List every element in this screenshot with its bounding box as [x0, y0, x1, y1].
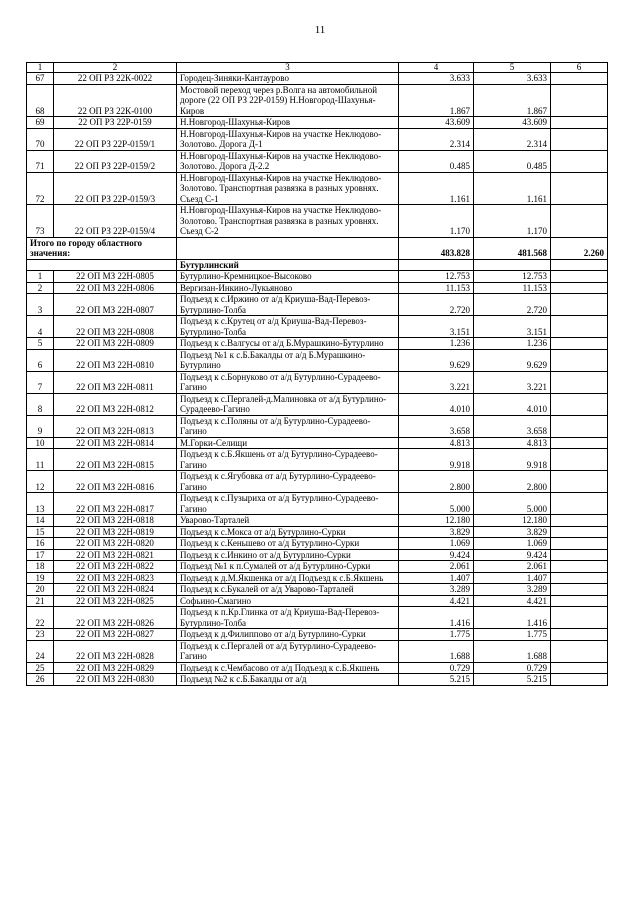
road-code: 22 ОП МЗ 22Н-0818: [54, 515, 177, 527]
total-length: 483.828: [399, 237, 474, 259]
table-row: [27, 294, 608, 316]
length-unpaved: [551, 205, 608, 238]
row-number: 67: [27, 73, 54, 85]
row-number: 73: [27, 205, 54, 238]
length-paved: 1.867: [474, 84, 551, 117]
header-cell: 1: [27, 63, 54, 73]
length-unpaved: [551, 526, 608, 538]
table-row: [27, 117, 608, 129]
table-row: [27, 607, 608, 629]
row-number: 15: [27, 526, 54, 538]
table-row: [27, 515, 608, 527]
length-total: 3.151: [399, 316, 474, 338]
length-paved: 1.069: [474, 538, 551, 550]
header-cell: 3: [177, 63, 399, 73]
length-total: 1.236: [399, 338, 474, 350]
table-row: [27, 172, 608, 205]
road-name: Подъезд к с.Пергалей-д.Малиновка от а/д Бутурлино-Сурадеево-Гагино: [177, 393, 399, 415]
road-name: Подъезд к с.Ягубовка от а/д Бутурлино-Сурадеево-Гагино: [177, 471, 399, 493]
length-paved: 1.236: [474, 338, 551, 350]
road-name: Н.Новгород-Шахунья-Киров на участке Неклюдово-Золотово. Транспортная развязка в разных уровнях. Съезд С-2: [177, 205, 399, 238]
table-row: [27, 561, 608, 573]
empty-cell: [474, 259, 551, 271]
length-paved: 12.753: [474, 271, 551, 283]
road-name: Подъезд к д.Филиппово от а/д Бутурлино-Сурки: [177, 629, 399, 641]
row-number: 24: [27, 640, 54, 662]
road-name: Бутурлино-Кремницкое-Высоково: [177, 271, 399, 283]
table-row: [27, 662, 608, 674]
road-name: Софьино-Смагино: [177, 595, 399, 607]
table-row: [27, 437, 608, 449]
length-unpaved: [551, 538, 608, 550]
length-unpaved: [551, 84, 608, 117]
road-name: Подъезд к с.Валгусы от а/д Б.Мурашкино-Бутурлино: [177, 338, 399, 350]
length-paved: 9.629: [474, 349, 551, 371]
road-code: 22 ОП МЗ 22Н-0807: [54, 294, 177, 316]
header-cell: 4: [399, 63, 474, 73]
road-name: Подъезд №1 к с.Б.Бакалды от а/д Б.Мурашкино-Бутурлино: [177, 349, 399, 371]
empty-cell: [551, 259, 608, 271]
section-row: [27, 259, 608, 271]
length-unpaved: [551, 515, 608, 527]
table-row: [27, 526, 608, 538]
table-row: [27, 349, 608, 371]
road-name: Подъезд к с.Иржино от а/д Криуша-Вад-Перевоз-Бутурлино-Толба: [177, 294, 399, 316]
length-total: 3.829: [399, 526, 474, 538]
row-number: 19: [27, 572, 54, 584]
road-name: Подъезд к с.Поляны от а/д Бутурлино-Сурадеево-Гагино: [177, 415, 399, 437]
table-row: [27, 549, 608, 561]
length-total: 3.221: [399, 371, 474, 393]
road-name: Н.Новгород-Шахунья-Киров на участке Неклюдово-Золотово. Транспортная развязка в разных уровнях. Съезд С-1: [177, 172, 399, 205]
road-name: Подъезд к с.Инкино от а/д Бутурлино-Сурки: [177, 549, 399, 561]
row-number: 12: [27, 471, 54, 493]
table-row: [27, 493, 608, 515]
length-total: 5.215: [399, 674, 474, 686]
road-code: 22 ОП МЗ 22Н-0822: [54, 561, 177, 573]
road-code: 22 ОП РЗ 22К-0100: [54, 84, 177, 117]
length-total: 12.180: [399, 515, 474, 527]
length-paved: 0.729: [474, 662, 551, 674]
road-name: Подъезд к с.Чембасово от а/д Подъезд к с.Б.Якшень: [177, 662, 399, 674]
row-number: 16: [27, 538, 54, 550]
total-unpaved: 2.260: [551, 237, 608, 259]
road-name: Подъезд к с.Борнуково от а/д Бутурлино-Сурадеево-Гагино: [177, 371, 399, 393]
length-total: 11.153: [399, 282, 474, 294]
length-total: 2.720: [399, 294, 474, 316]
length-total: 1.416: [399, 607, 474, 629]
length-unpaved: [551, 493, 608, 515]
length-unpaved: [551, 294, 608, 316]
header-row: [27, 63, 608, 73]
length-total: 3.633: [399, 73, 474, 85]
length-unpaved: [551, 415, 608, 437]
row-number: 11: [27, 449, 54, 471]
length-unpaved: [551, 572, 608, 584]
road-name: Городец-Зиняки-Кантаурово: [177, 73, 399, 85]
length-paved: 9.918: [474, 449, 551, 471]
length-paved: 3.658: [474, 415, 551, 437]
road-code: 22 ОП РЗ 22Р-0159: [54, 117, 177, 129]
empty-cell: [399, 259, 474, 271]
table-row: [27, 150, 608, 172]
length-paved: 2.720: [474, 294, 551, 316]
table-row: [27, 271, 608, 283]
length-unpaved: [551, 371, 608, 393]
road-code: 22 ОП МЗ 22Н-0810: [54, 349, 177, 371]
road-name: Подъезд к с.Пергалей от а/д Бутурлино-Сурадеево-Гагино: [177, 640, 399, 662]
road-name: Подъезд к с.Б.Якшень от а/д Бутурлино-Сурадеево-Гагино: [177, 449, 399, 471]
length-paved: 5.000: [474, 493, 551, 515]
road-code: 22 ОП МЗ 22Н-0811: [54, 371, 177, 393]
road-code: 22 ОП МЗ 22Н-0817: [54, 493, 177, 515]
road-code: 22 ОП МЗ 22Н-0824: [54, 584, 177, 596]
road-name: Н.Новгород-Шахунья-Киров: [177, 117, 399, 129]
length-unpaved: [551, 349, 608, 371]
table-row: [27, 674, 608, 686]
row-number: 14: [27, 515, 54, 527]
length-unpaved: [551, 150, 608, 172]
row-number: 22: [27, 607, 54, 629]
road-code: 22 ОП МЗ 22Н-0813: [54, 415, 177, 437]
row-number: 9: [27, 415, 54, 437]
length-paved: 1.170: [474, 205, 551, 238]
empty-cell: [27, 259, 177, 271]
length-total: 1.161: [399, 172, 474, 205]
length-unpaved: [551, 437, 608, 449]
total-row: [27, 237, 608, 259]
road-code: 22 ОП МЗ 22Н-0808: [54, 316, 177, 338]
table-row: [27, 449, 608, 471]
road-code: 22 ОП МЗ 22Н-0825: [54, 595, 177, 607]
length-total: 43.609: [399, 117, 474, 129]
length-total: 1.688: [399, 640, 474, 662]
length-unpaved: [551, 471, 608, 493]
length-paved: 1.161: [474, 172, 551, 205]
road-code: 22 ОП МЗ 22Н-0826: [54, 607, 177, 629]
length-total: 12.753: [399, 271, 474, 283]
road-code: 22 ОП РЗ 22Р-0159/4: [54, 205, 177, 238]
road-name: Подъезд к с.Крутец от а/д Криуша-Вад-Перевоз-Бутурлино-Толба: [177, 316, 399, 338]
roads-table: [26, 62, 608, 686]
road-code: 22 ОП МЗ 22Н-0821: [54, 549, 177, 561]
table-row: [27, 316, 608, 338]
length-total: 1.407: [399, 572, 474, 584]
length-total: 1.867: [399, 84, 474, 117]
length-paved: 12.180: [474, 515, 551, 527]
length-paved: 1.775: [474, 629, 551, 641]
length-paved: 3.151: [474, 316, 551, 338]
road-code: 22 ОП МЗ 22Н-0830: [54, 674, 177, 686]
length-paved: 2.314: [474, 128, 551, 150]
road-code: 22 ОП МЗ 22Н-0829: [54, 662, 177, 674]
length-paved: 2.800: [474, 471, 551, 493]
road-name: Н.Новгород-Шахунья-Киров на участке Неклюдово-Золотово. Дорога Д-2.2: [177, 150, 399, 172]
length-total: 3.289: [399, 584, 474, 596]
length-total: 4.813: [399, 437, 474, 449]
table-row: [27, 595, 608, 607]
length-total: 1.775: [399, 629, 474, 641]
road-code: 22 ОП МЗ 22Н-0806: [54, 282, 177, 294]
row-number: 17: [27, 549, 54, 561]
header-cell: 6: [551, 63, 608, 73]
length-unpaved: [551, 282, 608, 294]
row-number: 69: [27, 117, 54, 129]
table-row: [27, 471, 608, 493]
road-name: Подъезд к с.Букалей от а/д Уварово-Тарталей: [177, 584, 399, 596]
length-paved: 4.813: [474, 437, 551, 449]
table-row: [27, 282, 608, 294]
length-unpaved: [551, 561, 608, 573]
row-number: 72: [27, 172, 54, 205]
road-code: 22 ОП МЗ 22Н-0828: [54, 640, 177, 662]
road-name: Подъезд к п.Кр.Глинка от а/д Криуша-Вад-Перевоз-Бутурлино-Толба: [177, 607, 399, 629]
row-number: 4: [27, 316, 54, 338]
length-unpaved: [551, 393, 608, 415]
road-code: 22 ОП МЗ 22Н-0814: [54, 437, 177, 449]
length-paved: 4.010: [474, 393, 551, 415]
length-total: 2.800: [399, 471, 474, 493]
length-unpaved: [551, 449, 608, 471]
row-number: 6: [27, 349, 54, 371]
row-number: 5: [27, 338, 54, 350]
length-paved: 3.289: [474, 584, 551, 596]
road-name: Подъезд к с.Пузыриха от а/д Бутурлино-Сурадеево-Гагино: [177, 493, 399, 515]
length-unpaved: [551, 338, 608, 350]
length-total: 2.314: [399, 128, 474, 150]
length-paved: 11.153: [474, 282, 551, 294]
table-row: [27, 538, 608, 550]
table-row: [27, 629, 608, 641]
length-unpaved: [551, 271, 608, 283]
length-paved: 2.061: [474, 561, 551, 573]
length-total: 9.918: [399, 449, 474, 471]
length-unpaved: [551, 172, 608, 205]
length-paved: 1.688: [474, 640, 551, 662]
table-row: [27, 338, 608, 350]
road-code: 22 ОП МЗ 22Н-0815: [54, 449, 177, 471]
length-paved: 3.829: [474, 526, 551, 538]
length-unpaved: [551, 73, 608, 85]
length-total: 4.421: [399, 595, 474, 607]
length-unpaved: [551, 117, 608, 129]
length-unpaved: [551, 584, 608, 596]
length-paved: 1.407: [474, 572, 551, 584]
row-number: 26: [27, 674, 54, 686]
road-code: 22 ОП МЗ 22Н-0827: [54, 629, 177, 641]
road-code: 22 ОП РЗ 22Р-0159/3: [54, 172, 177, 205]
empty-cell: [177, 237, 399, 259]
road-code: 22 ОП МЗ 22Н-0809: [54, 338, 177, 350]
road-code: 22 ОП РЗ 22Р-0159/1: [54, 128, 177, 150]
length-unpaved: [551, 549, 608, 561]
road-name: Подъезд №1 к п.Сумалей от а/д Бутурлино-Сурки: [177, 561, 399, 573]
table-row: [27, 73, 608, 85]
table-row: [27, 128, 608, 150]
length-paved: 5.215: [474, 674, 551, 686]
header-cell: 5: [474, 63, 551, 73]
length-total: 3.658: [399, 415, 474, 437]
length-paved: 3.221: [474, 371, 551, 393]
table-row: [27, 205, 608, 238]
table-row: [27, 371, 608, 393]
length-paved: 43.609: [474, 117, 551, 129]
length-total: 2.061: [399, 561, 474, 573]
length-total: 4.010: [399, 393, 474, 415]
length-total: 5.000: [399, 493, 474, 515]
length-total: 9.424: [399, 549, 474, 561]
row-number: 13: [27, 493, 54, 515]
length-unpaved: [551, 629, 608, 641]
row-number: 10: [27, 437, 54, 449]
row-number: 70: [27, 128, 54, 150]
row-number: 71: [27, 150, 54, 172]
length-unpaved: [551, 640, 608, 662]
length-paved: 1.416: [474, 607, 551, 629]
header-cell: 2: [54, 63, 177, 73]
length-unpaved: [551, 316, 608, 338]
length-unpaved: [551, 128, 608, 150]
length-total: 0.729: [399, 662, 474, 674]
road-code: 22 ОП РЗ 22Р-0159/2: [54, 150, 177, 172]
road-name: Н.Новгород-Шахунья-Киров на участке Неклюдово-Золотово. Дорога Д-1: [177, 128, 399, 150]
table-row: [27, 640, 608, 662]
road-name: Подъезд к д.М.Якшенка от а/д Подъезд к с.Б.Якшень: [177, 572, 399, 584]
road-name: Мостовой переход через р.Волга на автомобильной дороге (22 ОП РЗ 22Р-0159) Н.Новгород-Шахунья-Киров: [177, 84, 399, 117]
total-paved: 481.568: [474, 237, 551, 259]
row-number: 8: [27, 393, 54, 415]
section-title: Бутурлинский: [177, 259, 399, 271]
length-unpaved: [551, 595, 608, 607]
row-number: 18: [27, 561, 54, 573]
length-total: 0.485: [399, 150, 474, 172]
row-number: 3: [27, 294, 54, 316]
road-name: М.Горки-Селищи: [177, 437, 399, 449]
length-paved: 3.633: [474, 73, 551, 85]
row-number: 1: [27, 271, 54, 283]
row-number: 25: [27, 662, 54, 674]
row-number: 7: [27, 371, 54, 393]
road-code: 22 ОП МЗ 22Н-0823: [54, 572, 177, 584]
length-unpaved: [551, 662, 608, 674]
length-unpaved: [551, 674, 608, 686]
road-name: Подъезд к с.Кеньшево от а/д Бутурлино-Сурки: [177, 538, 399, 550]
page-number: 11: [314, 24, 326, 36]
road-code: 22 ОП МЗ 22Н-0819: [54, 526, 177, 538]
length-paved: 9.424: [474, 549, 551, 561]
road-name: Подъезд №2 к с.Б.Бакалды от а/д: [177, 674, 399, 686]
road-code: 22 ОП МЗ 22Н-0812: [54, 393, 177, 415]
row-number: 20: [27, 584, 54, 596]
length-total: 1.069: [399, 538, 474, 550]
road-name: Уварово-Тарталей: [177, 515, 399, 527]
row-number: 23: [27, 629, 54, 641]
row-number: 21: [27, 595, 54, 607]
table-row: [27, 572, 608, 584]
table-row: [27, 84, 608, 117]
row-number: 68: [27, 84, 54, 117]
road-code: 22 ОП МЗ 22Н-0820: [54, 538, 177, 550]
length-total: 9.629: [399, 349, 474, 371]
total-label: Итого по городу областного значения:: [27, 237, 177, 259]
table-row: [27, 393, 608, 415]
road-code: 22 ОП РЗ 22К-0022: [54, 73, 177, 85]
road-name: Вергизан-Инкино-Лукьяново: [177, 282, 399, 294]
road-name: Подъезд к с.Мокса от а/д Бутурлино-Сурки: [177, 526, 399, 538]
table-row: [27, 584, 608, 596]
road-code: 22 ОП МЗ 22Н-0816: [54, 471, 177, 493]
table-row: [27, 415, 608, 437]
length-paved: 0.485: [474, 150, 551, 172]
length-total: 1.170: [399, 205, 474, 238]
length-paved: 4.421: [474, 595, 551, 607]
length-unpaved: [551, 607, 608, 629]
row-number: 2: [27, 282, 54, 294]
road-code: 22 ОП МЗ 22Н-0805: [54, 271, 177, 283]
